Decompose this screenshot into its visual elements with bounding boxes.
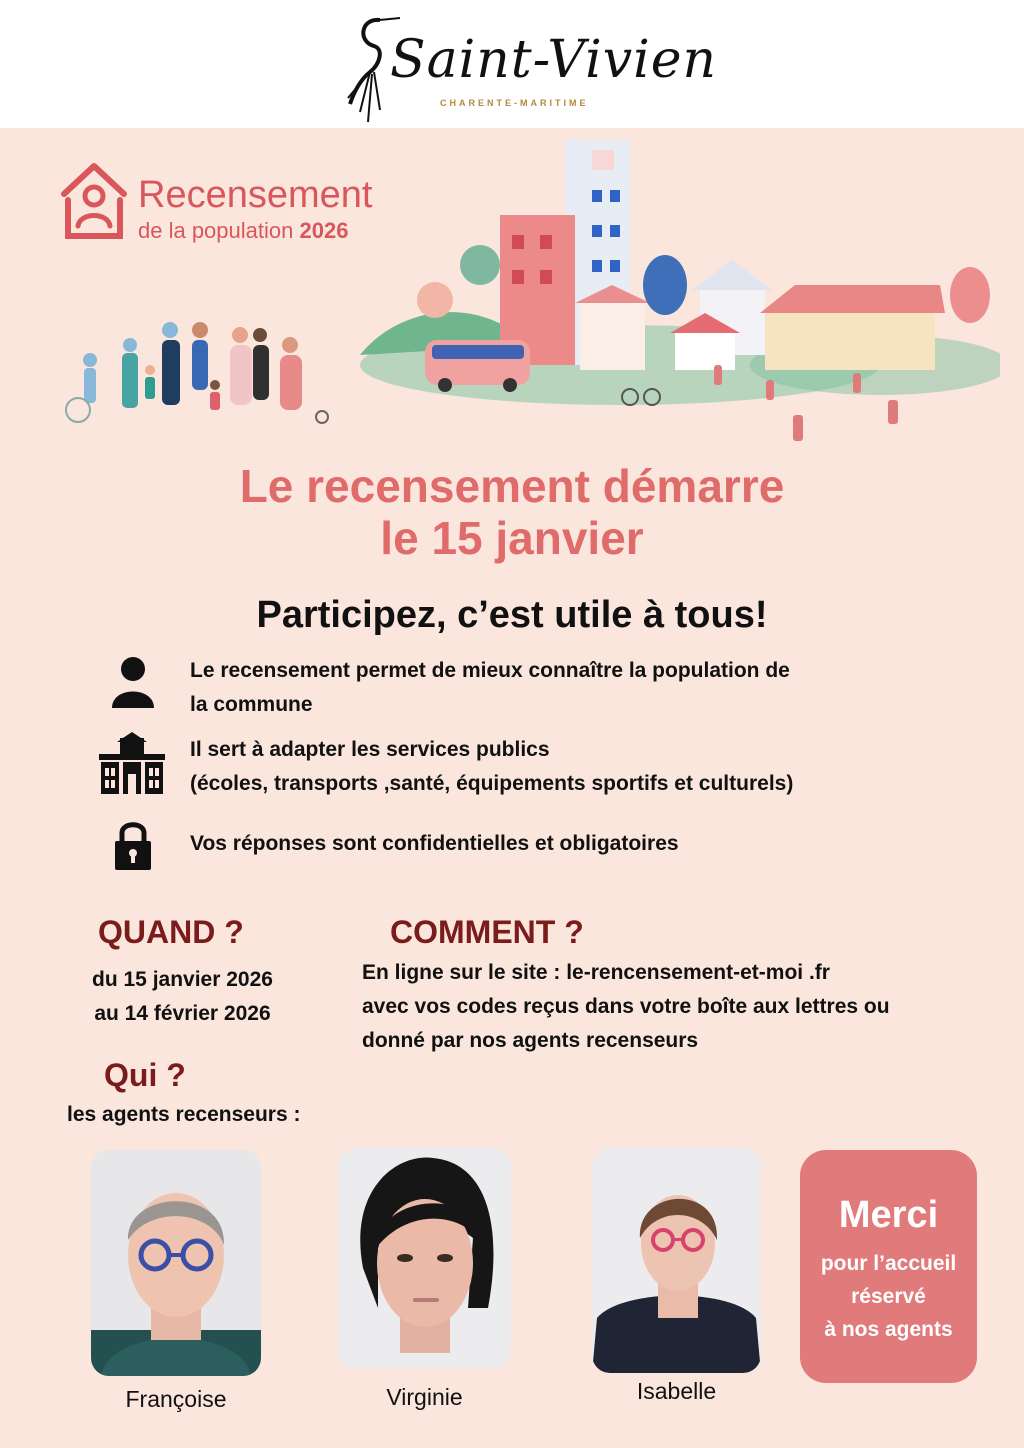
feature-services-line-1: Il sert à adapter les services publics <box>190 738 550 761</box>
qui-title: Qui ? <box>104 1057 186 1093</box>
census-year: 2026 <box>299 218 349 243</box>
quand-title: QUAND ? <box>98 914 244 950</box>
headline-line-2: le 15 janvier <box>380 512 644 564</box>
feature-population-line-2: la commune <box>190 693 313 716</box>
headline-line-1: Le recensement démarre <box>239 460 785 512</box>
comment-line-3: donné par nos agents recenseurs <box>362 1029 699 1052</box>
lock-icon <box>113 820 153 870</box>
logo-name: Saint-Vivien <box>390 30 717 90</box>
person-icon <box>110 656 156 708</box>
qui-subtitle: les agents recenseurs : <box>67 1103 301 1126</box>
agent-name-francoise: Françoise <box>125 1386 227 1412</box>
header <box>0 0 1024 128</box>
agent-name-virginie: Virginie <box>386 1384 463 1410</box>
agent-portrait-francoise <box>91 1150 261 1376</box>
feature-population-line-1: Le recensement permet de mieux connaître la population de <box>190 659 790 682</box>
headline <box>0 460 1024 564</box>
merci-title: Merci <box>838 1194 939 1236</box>
town-illustration <box>60 135 1000 465</box>
agent-portrait-virginie <box>338 1148 511 1369</box>
agent-photo-virginie <box>338 1148 511 1369</box>
feature-confidential-line-1: Vos réponses sont confidentielles et obligatoires <box>190 832 679 855</box>
public-building-icon <box>99 732 165 794</box>
saint-vivien-logo <box>340 12 717 124</box>
agent-photo-francoise <box>91 1150 261 1376</box>
feature-confidential <box>190 827 679 861</box>
comment-line-2: avec vos codes reçus dans votre boîte aux lettres ou <box>362 995 890 1018</box>
logo-subtitle: CHARENTE-MARITIME <box>440 98 589 108</box>
merci-box <box>800 1150 977 1383</box>
feature-population <box>190 654 790 722</box>
merci-line-3: à nos agents <box>824 1318 953 1341</box>
merci-line-1: pour l’accueil <box>820 1252 957 1275</box>
comment-title: COMMENT ? <box>390 914 584 950</box>
agent-photo-isabelle <box>592 1148 761 1373</box>
census-subtitle-text: de la population <box>138 218 294 243</box>
quand-start-date: du 15 janvier 2026 <box>92 968 273 991</box>
census-title: Recensement <box>138 174 373 216</box>
comment-text <box>362 956 890 1058</box>
merci-text <box>800 1247 977 1346</box>
subheading: Participez, c’est utile à tous! <box>256 594 768 636</box>
quand-dates <box>60 963 305 1031</box>
agent-name-isabelle: Isabelle <box>636 1378 717 1404</box>
agent-portrait-isabelle <box>592 1148 761 1373</box>
feature-services <box>190 733 793 801</box>
comment-line-1: En ligne sur le site : le-rencensement-et-moi .fr <box>362 961 830 984</box>
feature-services-line-2: (écoles, transports ,santé, équipements sportifs et culturels) <box>190 772 794 795</box>
quand-end-date: au 14 février 2026 <box>94 1002 271 1025</box>
merci-line-2: réservé <box>851 1285 926 1308</box>
